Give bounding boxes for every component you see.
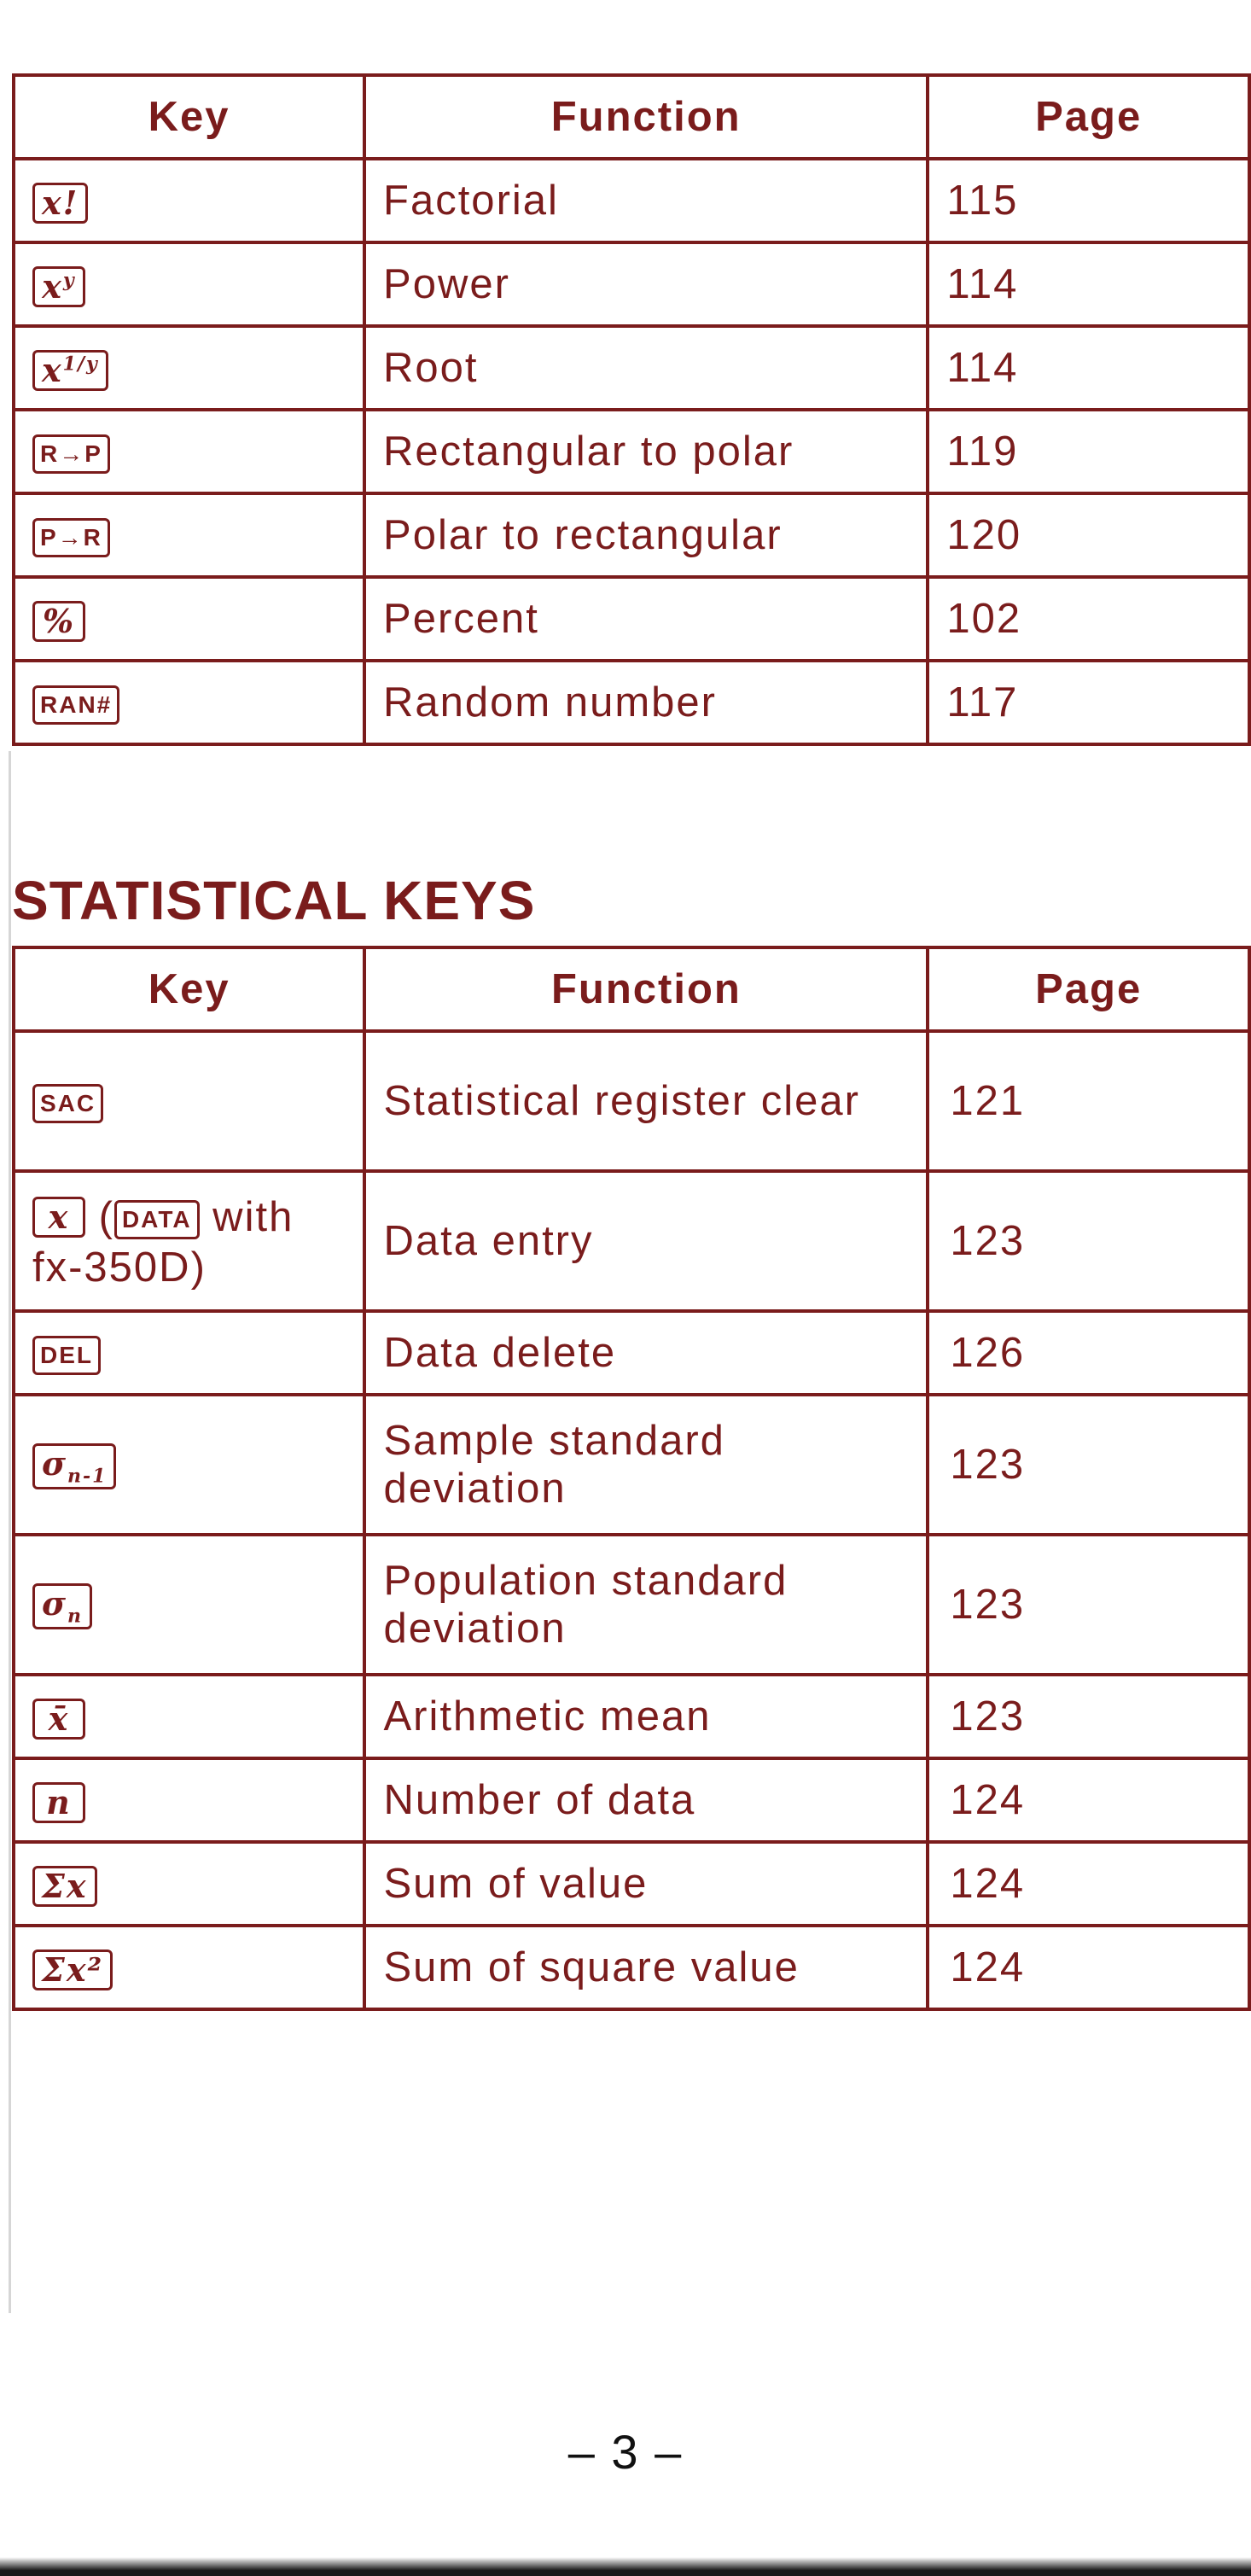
key-cell xyxy=(14,1311,364,1395)
key-cell xyxy=(14,577,364,661)
sac-key-icon: SAC xyxy=(32,1084,103,1123)
key-cell xyxy=(14,326,364,410)
key-cell xyxy=(14,159,364,242)
root-key-icon: $x^{1/y}$ xyxy=(32,350,108,391)
function-cell: Root xyxy=(364,326,928,410)
table-row xyxy=(14,1171,1249,1311)
key-cell xyxy=(14,661,364,744)
key-cell xyxy=(14,1395,364,1535)
page-cell: 121 xyxy=(928,1031,1249,1171)
table-row xyxy=(14,493,1249,577)
function-cell: Arithmetic mean xyxy=(364,1675,928,1758)
key-cell xyxy=(14,1031,364,1171)
statistical-keys-table xyxy=(12,946,1251,2011)
rect-to-polar-key-icon: R→P xyxy=(32,434,110,474)
key-cell xyxy=(14,493,364,577)
power-key-icon: $x^y$ xyxy=(32,266,85,307)
function-cell: Data delete xyxy=(364,1311,928,1395)
table-row xyxy=(14,1758,1249,1842)
section-heading: STATISTICAL KEYS xyxy=(12,870,536,931)
key-cell xyxy=(14,1535,364,1675)
table-row xyxy=(14,242,1249,326)
table-row xyxy=(14,1395,1249,1535)
table-header-row xyxy=(14,75,1249,159)
page-cell: 126 xyxy=(928,1311,1249,1395)
page-cell: 124 xyxy=(928,1926,1249,2009)
header-page: Page xyxy=(928,947,1249,1031)
table-row xyxy=(14,1842,1249,1926)
function-cell: Sum of square value xyxy=(364,1926,928,2009)
table-row xyxy=(14,1311,1249,1395)
delete-key-icon: DEL xyxy=(32,1336,101,1375)
header-function: Function xyxy=(364,75,928,159)
page-cell: 123 xyxy=(928,1395,1249,1535)
function-cell: Random number xyxy=(364,661,928,744)
page-cell: 114 xyxy=(928,242,1249,326)
page-cell: 124 xyxy=(928,1758,1249,1842)
factorial-key-icon: x! xyxy=(32,183,88,224)
polar-to-rect-key-icon: P→R xyxy=(32,518,110,557)
page-margin-line xyxy=(9,751,11,2313)
table-row xyxy=(14,577,1249,661)
random-key-icon: RAN# xyxy=(32,685,119,725)
function-cell: Data entry xyxy=(364,1171,928,1311)
population-std-dev-key-icon: $\sigma_n$ xyxy=(32,1583,92,1630)
header-page: Page xyxy=(928,75,1249,159)
key-cell xyxy=(14,1758,364,1842)
table-row xyxy=(14,1535,1249,1675)
page-cell: 115 xyxy=(928,159,1249,242)
key-cell xyxy=(14,410,364,493)
function-cell: Number of data xyxy=(364,1758,928,1842)
function-cell: Factorial xyxy=(364,159,928,242)
mean-key-icon: x̄ xyxy=(32,1699,85,1740)
key-cell xyxy=(14,1926,364,2009)
key-note: ( DATA with fx-350D) xyxy=(32,1194,294,1291)
page-cell: 123 xyxy=(928,1171,1249,1311)
header-key: Key xyxy=(14,75,364,159)
page-cell: 114 xyxy=(928,326,1249,410)
table-row xyxy=(14,661,1249,744)
function-cell: Statistical register clear xyxy=(364,1031,928,1171)
sum-of-squares-key-icon: Σx² xyxy=(32,1949,113,1990)
table-header-row xyxy=(14,947,1249,1031)
count-key-icon: n xyxy=(32,1782,85,1823)
data-key-icon: DATA xyxy=(114,1200,200,1239)
table-row xyxy=(14,410,1249,493)
page-cell: 119 xyxy=(928,410,1249,493)
key-cell xyxy=(14,1171,364,1311)
key-cell xyxy=(14,242,364,326)
sample-std-dev-key-icon: $\sigma_{n-1}$ xyxy=(32,1443,116,1490)
header-function: Function xyxy=(364,947,928,1031)
function-cell: Population standard deviation xyxy=(364,1535,928,1675)
page-edge-shadow xyxy=(0,2557,1251,2576)
key-cell xyxy=(14,1842,364,1926)
table-row xyxy=(14,1675,1249,1758)
header-key: Key xyxy=(14,947,364,1031)
data-entry-key-icon: x xyxy=(32,1197,85,1238)
page-cell: 117 xyxy=(928,661,1249,744)
function-cell: Polar to rectangular xyxy=(364,493,928,577)
function-cell: Sample standard deviation xyxy=(364,1395,928,1535)
page-cell: 123 xyxy=(928,1675,1249,1758)
sum-key-icon: Σx xyxy=(32,1866,97,1907)
page-cell: 120 xyxy=(928,493,1249,577)
keys-table xyxy=(12,73,1251,746)
page-cell: 123 xyxy=(928,1535,1249,1675)
table-row xyxy=(14,326,1249,410)
page-cell: 102 xyxy=(928,577,1249,661)
page-cell: 124 xyxy=(928,1842,1249,1926)
table-row xyxy=(14,1031,1249,1171)
table-row xyxy=(14,1926,1249,2009)
function-cell: Percent xyxy=(364,577,928,661)
percent-key-icon: % xyxy=(32,601,85,642)
function-cell: Sum of value xyxy=(364,1842,928,1926)
page-number: – 3 – xyxy=(567,2425,684,2479)
table-row xyxy=(14,159,1249,242)
function-cell: Power xyxy=(364,242,928,326)
function-cell: Rectangular to polar xyxy=(364,410,928,493)
key-cell xyxy=(14,1675,364,1758)
